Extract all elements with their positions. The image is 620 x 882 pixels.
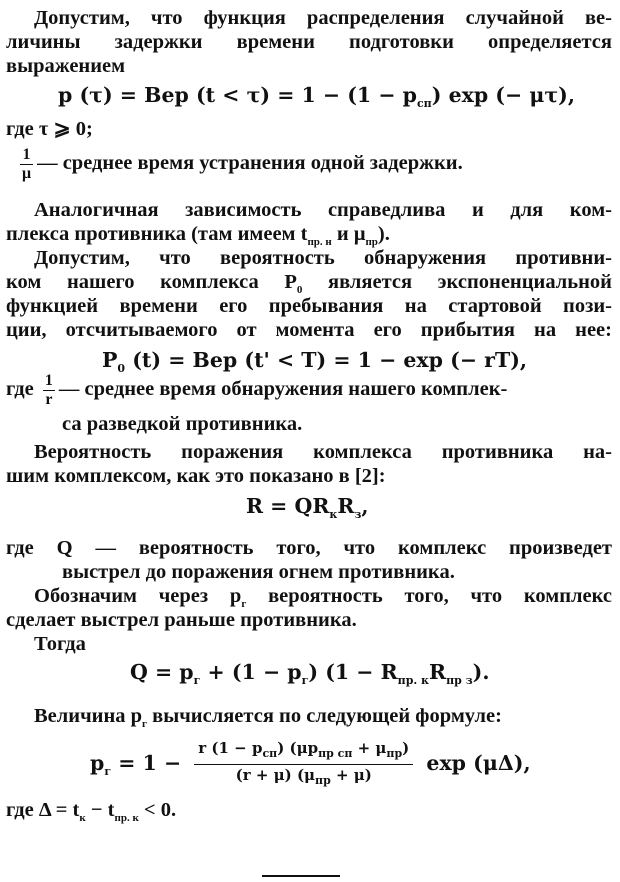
paragraph-line: выстрел до поражения огнем противника. <box>62 561 455 583</box>
paragraph-line: Величина $p_г$ вычисляется по следующей формуле: <box>34 705 502 731</box>
formula-detection: $P_0$ (t) = Вер (t' < T) = 1 − exp (− rT), <box>102 348 528 376</box>
paragraph-line: Обозначим через $p_г$ вероятность того, что комплекс <box>34 585 613 611</box>
paragraph-line: шим комплексом, как это показано в [2]: <box>6 465 386 487</box>
paragraph-line: функцией времени его пребывания на стартовой пози- <box>6 295 612 317</box>
paragraph-line: ком нашего комплекса $P_0$ является экспоненциальной <box>6 271 612 297</box>
section-divider <box>262 875 340 877</box>
paragraph-line: сделает выстрел раньше противника. <box>6 609 357 631</box>
formula-distribution: p (τ) = Вер $(t < \tau) = 1 - (1 - p_{сп})$ exp (− μτ), <box>58 83 575 111</box>
paragraph-line: плекса противника (там имеем $t_{пр. н}$ и $\mu_{пр}$). <box>6 223 390 249</box>
paragraph-line: Вероятность поражения комплекса противника на- <box>34 441 612 463</box>
paragraph-line: где Q — вероятность того, что комплекс произведет <box>6 537 612 559</box>
paragraph-line: Тогда <box>34 633 86 655</box>
fraction-pg: $\frac{r (1 - p_{сп}) (\mu p_{пр сп} + \mu_{пр})}{(r + \mu) (\mu_{пр} + \mu)}$ <box>194 738 413 791</box>
paragraph-line: личины задержки времени подготовки определяется <box>6 31 612 53</box>
paragraph-line: ции, отсчитываемого от момента его прибытия на нее: <box>6 319 612 341</box>
paragraph-line: Допустим, что вероятность обнаружения противни- <box>34 247 612 269</box>
where-delta: где $\Delta = t_к - t_{пр. к} < 0$. <box>6 799 177 825</box>
where-tau: где τ ⩾ 0; <box>6 118 93 140</box>
paragraph-line: выражением <box>6 55 126 77</box>
fraction-one-over-r: $\frac{1}{r}$ <box>44 372 53 408</box>
fraction-one-over-mu: $\frac{1}{\mu}$ <box>22 146 32 182</box>
paragraph-line: са разведкой противника. <box>62 413 303 435</box>
formula-kill-probability: $R = QR_кR_з$, <box>246 494 369 522</box>
r-definition: где $\frac{1}{r}$ — среднее время обнаружения нашего комплек- <box>6 372 508 408</box>
paragraph-line: Допустим, что функция распределения случайной ве- <box>34 7 612 29</box>
paragraph-line: Аналогичная зависимость справедлива и для ком- <box>34 199 612 221</box>
formula-pg: $p_г = 1$ − $\frac{r (1 - p_{сп}) (\mu p_{пр сп} + \mu_{пр})}{(r + \mu) (\mu_{пр} + \mu)}$ exp (μΔ), <box>90 738 620 784</box>
formula-q: $Q = p_г + (1 - p_г) (1 - R_{пр. к}R_{пр з})$. <box>130 660 490 688</box>
mu-definition: $\frac{1}{\mu}$ — среднее время устранения одной задержки. <box>22 146 463 182</box>
